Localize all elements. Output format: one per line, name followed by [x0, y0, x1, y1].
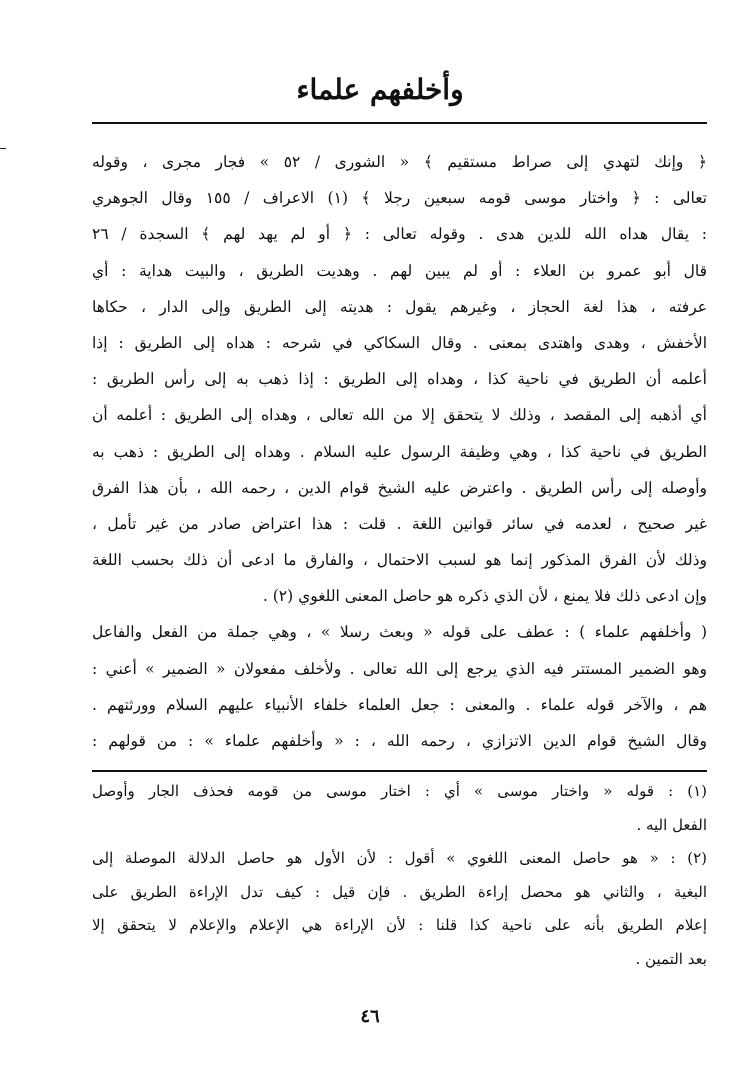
text-line: وإن ادعى ذلك فلا يمنع ، لأن الذي ذكره هو حاصل المعنى اللغوي (٢) . — [262, 587, 707, 606]
text-line: وأوصله إلى رأس الطريق . واعترض عليه الشيخ قوام الدين ، رحمه الله ، بأن هذا الفرق — [92, 478, 707, 497]
footnote-divider — [92, 770, 707, 772]
footnote-line: (٢) : « هو حاصل المعنى اللغوي » أقول : لأن الأول هو حاصل الدلالة الموصلة إلى — [92, 849, 707, 868]
footnote-line: (١) : قوله « واختار موسى » أي : اختار موسى من قومه فحذف الجار وأوصل — [92, 782, 707, 800]
text-line: عرفته ، هذا لغة الحجاز ، وغيرهم يقول : هديته إلى الطريق وإلى الدار ، حكاها — [92, 297, 707, 316]
text-line: أعلمه أن الطريق في ناحية كذا ، وهداه إلى الطريق : إذا ذهب به إلى رأس الطريق : — [92, 370, 707, 389]
main-text — [92, 144, 707, 759]
text-line: وذلك لأن الفرق المذكور إنما هو لسبب الاحتمال ، والفارق ما ادعى أن ذلك بحسب اللغة — [92, 551, 707, 570]
text-line: غير صحيح ، لعدمه في سائر قوانين اللغة . قلت : هذا اعتراض صادر من غير تأمل ، — [92, 514, 707, 533]
text-line: الأخفش ، وهدى واهتدى بمعنى . وقال السكاكي في شرحه : هداه إلى الطريق : إذا — [92, 333, 707, 352]
text-line: قال أبو عمرو بن العلاء : أو لم يبين لهم . وهديت الطريق ، والبيت هداية : أي — [92, 261, 707, 280]
footnotes — [92, 775, 707, 977]
footnote-line: البغية ، والثاني هو محصل إراءة الطريق . فإن قيل : كيف تدل الإراءة الطريق على — [92, 882, 707, 901]
text-line: : يقال هداه الله للدين هدى . وقوله تعالى : ﴿ أو لم يهد لهم ﴾ السجدة / ٢٦ — [92, 225, 707, 244]
footnote-line: الفعل اليه . — [636, 815, 707, 834]
text-line: ﴿ وإنك لتهدي إلى صراط مستقيم ﴾ « الشورى / ٥٢ » فجار مجرى ، وقوله — [92, 153, 707, 171]
text-line: هم ، والآخر قوله علماء . والمعنى : جعل العلماء خلفاء الأنبياء عليهم السلام وورثتهم . — [92, 695, 707, 714]
text-line: تعالى : ﴿ واختار موسى قومه سبعين رجلا ﴾ (١) الاعراف / ١٥٥ وقال الجوهري — [92, 189, 707, 208]
footnote-line: إعلام الطريق بأنه على ناحية كذا قلنا : لأن الإراءة هي الإعلام والإعلام لا يتحقق إلا — [92, 916, 707, 935]
text-line: وهو الضمير المستتر فيه الذي يرجع إلى الله تعالى . ولأخلف مفعولان « الضمير » أعني : — [92, 659, 707, 678]
footnote-line: بعد التمين . — [635, 949, 707, 968]
header-divider — [92, 122, 707, 124]
text-line: أي أذهبه إلى المقصد ، وذلك لا يتحقق إلا من الله تعالى ، وهداه إلى الطريق : أعلمه أن — [92, 406, 707, 425]
page-header-title: وأخلفهم علماء — [296, 73, 464, 106]
text-line: وقال الشيخ قوام الدين الاتزازي ، رحمه الله ، : « وأخلفهم علماء » : من قولهم : — [92, 732, 707, 750]
text-line: ( وأخلفهم علماء ) : عطف على قوله « وبعث رسلا » ، وهي جملة من الفعل والفاعل — [92, 623, 707, 642]
text-line: الطريق في ناحية كذا ، وهي وظيفة الرسول عليه السلام . وهداه إلى الطريق : ذهب به — [92, 442, 707, 461]
scan-edge-mark — [0, 148, 6, 149]
page-number: ٤٦ — [360, 1006, 380, 1027]
